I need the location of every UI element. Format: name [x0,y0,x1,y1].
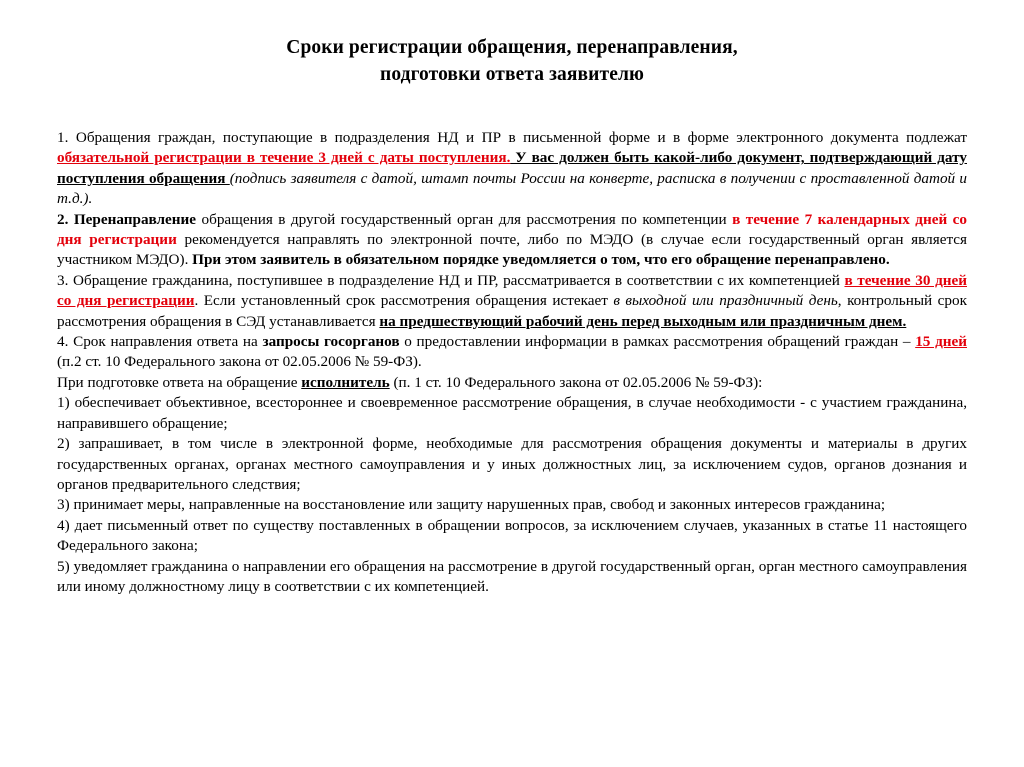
list-item: 2) запрашивает, в том числе в электронной форме, необходимые для рассмотрения обращения документы и материалы в других государственных органах, органах местного самоуправления и у иных должностных лиц, за исключением судов, органов дознания и органов предварительного следствия; [57,435,967,493]
p3-italic-holiday: в выходной или праздничный день [613,292,838,310]
p4-text-plain-1: 4. Срок направления ответа на [57,333,263,351]
executor-duties-section [57,373,967,597]
p1-text-plain-1: 1. Обращения граждан, поступающие в подразделения НД и ПР в письменной форме и в форме электронного документа подлежат [57,129,967,146]
p2-text-plain-1: обращения в другой государственный орган для рассмотрения по компетенции [196,210,733,228]
p1-emphasis-red-registration-deadline: обязательной регистрации в течение 3 дней с даты поступления. [57,149,511,167]
p1-italic-examples: (подпись заявителя с датой, штамп почты России на конверте, расписка в получении с проставленной датой и т.д.). [57,169,968,208]
p2-emphasis-red-seven-days: в течение 7 календарных дней со дня регистрации [57,210,968,249]
p5-text-plain-1: При подготовке ответа на обращение [57,373,302,391]
paragraph-2 [57,210,967,271]
p3-text-plain-2: . Если установленный срок рассмотрения обращения истекает [194,292,614,310]
paragraph-1 [57,128,967,210]
p2-text-plain-2: рекомендуется направлять по электронной почте, либо по МЭДО (в случае если государственный орган является участником МЭДО). [57,231,967,269]
paragraph-4 [57,332,967,373]
list-item: 1) обеспечивает объективное, всестороннее и своевременное рассмотрение обращения, в случае необходимости - с участием гражданина, направившего обращение; [57,394,967,432]
page-title [0,0,1024,88]
list-item: 5) уведомляет гражданина о направлении его обращения на рассмотрение в другой государственный орган, орган местного самоуправления или иному должностному лицу в соответствии с их компетенцией. [57,557,967,595]
p2-bold-notification: При этом заявитель в обязательном порядке уведомляется о том, что его обращение перенаправлено. [192,251,890,269]
p4-text-plain-2: о предоставлении информации в рамках рассмотрения обращений граждан – [399,333,916,351]
p1-emphasis-bold-document-required: У вас должен быть какой-либо документ, подтверждающий дату поступления обращения [57,149,967,187]
p4-bold-gov-requests: запросы госорганов [262,333,400,351]
p2-number: 2. [57,210,74,228]
p2-bold-redirection: Перенаправление [73,210,197,228]
p3-text-plain-3: , контрольный срок рассмотрения обращения в СЭД устанавливается [57,292,967,330]
p5-bold-executor: исполнитель [301,373,390,391]
title-line-2: подготовки ответа заявителю [380,64,644,85]
p3-emphasis-red-thirty-days: в течение 30 дней со дня регистрации [57,271,967,310]
document-body [0,128,1024,597]
p5-text-plain-2: (п. 1 ст. 10 Федерального закона от 02.05.2006 № 59-ФЗ): [389,373,763,391]
p4-emphasis-red-fifteen-days: 15 дней [915,333,967,351]
p4-text-plain-3: (п.2 ст. 10 Федерального закона от 02.05.2006 № 59-ФЗ). [57,353,422,371]
p3-emphasis-bold-preceding-workday: на предшествующий рабочий день перед выходным или праздничным днем. [379,312,907,330]
list-item: 4) дает письменный ответ по существу поставленных в обращении вопросов, за исключением случаев, указанных в статье 11 настоящего Федерального закона; [57,516,967,555]
list-item: 3) принимает меры, направленные на восстановление или защиту нарушенных прав, свобод и законных интересов гражданина; [57,496,886,514]
paragraph-3 [57,271,967,332]
paragraph-5-intro [57,373,967,393]
p3-text-plain-1: 3. Обращение гражданина, поступившее в подразделение НД и ПР, рассматривается в соответствии с их компетенцией [57,271,845,289]
title-line-1: Сроки регистрации обращения, перенаправления, [286,37,738,58]
